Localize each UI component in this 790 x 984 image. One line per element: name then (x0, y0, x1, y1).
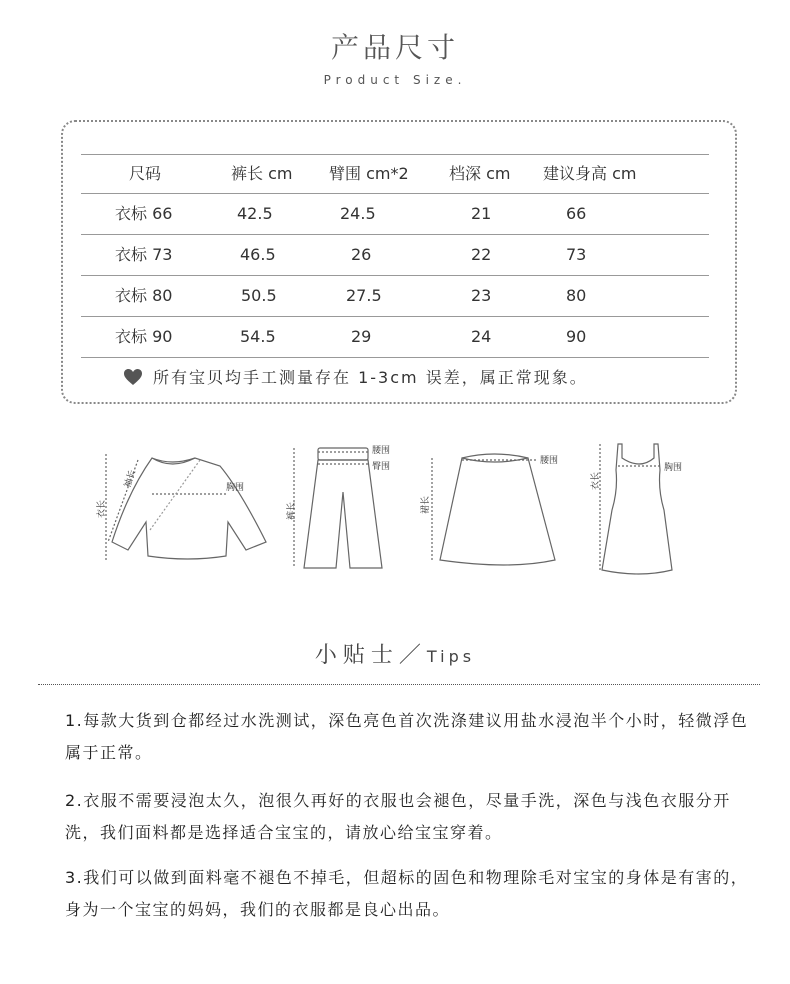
table-cell: 50.5 (241, 286, 277, 305)
table-header-row (81, 154, 709, 194)
table-row (81, 235, 709, 276)
table-cell: 26 (351, 245, 372, 264)
page-title: 产品尺寸 (330, 31, 459, 64)
size-table (81, 154, 709, 358)
tip-item: 2.衣服不需要浸泡太久，泡很久再好的衣服也会褪色，尽量手洗，深色与浅色衣服分开洗，我们面料都是选择适合宝宝的，请放心给宝宝穿着。 (65, 791, 731, 842)
skirt-diagram (432, 454, 555, 565)
top-length-label: 衣长 (97, 499, 107, 518)
measurement-note (123, 365, 588, 390)
tips-title-en: Tips (426, 647, 476, 666)
divider (38, 684, 760, 685)
tip-item: 3.我们可以做到面料毫不褪色不掉毛，但超标的固色和物理除毛对宝宝的身体是有害的，身为一个宝宝的妈妈，我们的衣服都是良心出品。 (65, 868, 749, 919)
table-cell: 66 (566, 204, 587, 223)
dress-length-label: 衣长 (591, 471, 601, 490)
table-cell: 90 (566, 327, 587, 346)
size-table-box (61, 120, 737, 404)
waist-label: 腰围 (372, 446, 391, 456)
tip-item: 1.每款大货到仓都经过水洗测试，深色亮色首次洗涤建议用盐水浸泡半个小时，轻微浮色属于正常。 (65, 711, 749, 762)
table-cell: 衣标 90 (115, 327, 173, 346)
garment-diagrams (0, 430, 790, 590)
sleeve-label: 袖长 (123, 468, 139, 490)
table-cell: 衣标 73 (115, 245, 173, 264)
table-row (81, 317, 709, 358)
table-cell: 29 (351, 327, 372, 346)
table-cell: 27.5 (346, 286, 382, 305)
dress-chest-label: 胸围 (664, 463, 683, 473)
table-cell: 46.5 (240, 245, 276, 264)
table-cell: 24 (471, 327, 492, 346)
table-cell: 21 (471, 204, 492, 223)
table-cell: 衣标 66 (115, 204, 173, 223)
hip-label: 臀围 (372, 462, 391, 472)
page-subtitle: Product Size. (323, 73, 467, 87)
measurement-note-text: 所有宝贝均手工测量存在 1-3cm 误差，属正常现象。 (153, 368, 588, 387)
table-cell: 54.5 (240, 327, 276, 346)
skirt-waist-label: 腰围 (540, 456, 559, 466)
column-header: 尺码 (129, 164, 162, 183)
table-cell: 24.5 (340, 204, 376, 223)
tips-title-cn: 小贴士／ (314, 643, 427, 668)
column-header: 臂围 cm*2 (329, 164, 409, 183)
table-row (81, 276, 709, 317)
chest-label: 胸围 (226, 483, 245, 493)
table-cell: 42.5 (237, 204, 273, 223)
table-cell: 73 (566, 245, 587, 264)
table-cell: 22 (471, 245, 492, 264)
dress-diagram (600, 444, 672, 574)
tips-title (0, 638, 790, 669)
column-header: 裤长 cm (231, 164, 293, 183)
column-header: 档深 cm (449, 164, 511, 183)
pants-diagram (294, 448, 382, 568)
table-cell: 衣标 80 (115, 286, 173, 305)
skirt-length-label: 裙长 (421, 495, 431, 514)
table-cell: 80 (566, 286, 587, 305)
table-cell: 23 (471, 286, 492, 305)
heart-icon (123, 368, 143, 390)
pants-length-label: 裤长 (287, 501, 297, 520)
table-row (81, 194, 709, 235)
column-header: 建议身高 cm (543, 164, 637, 183)
